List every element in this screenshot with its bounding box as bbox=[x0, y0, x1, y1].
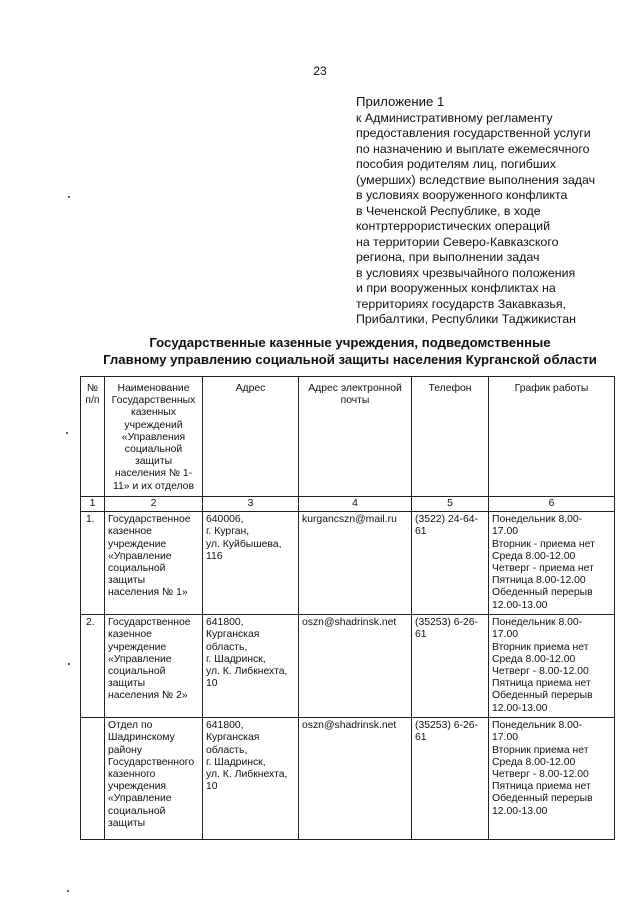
table-row bbox=[81, 615, 615, 718]
appendix-line: в Чеченской Республике, в ходе bbox=[356, 203, 541, 218]
page-number: 23 bbox=[313, 64, 327, 78]
appendix-line: предоставления государственной услуги bbox=[356, 126, 591, 140]
institution-email: oszn@shadrinsk.net bbox=[299, 718, 412, 840]
document-title bbox=[90, 334, 610, 368]
institution-address: 641800, Курганская область, г. Шадринск, ул. К. Либкнехта, 10 bbox=[203, 718, 299, 840]
institution-schedule: Понедельник 8.00- 17.00 Вторник приема нет Среда 8.00-12.00 Четверг - 8.00-12.00 Пятница приема нет Обеденный перерыв 12.00-13.00 bbox=[489, 718, 615, 840]
row-number: 1. bbox=[81, 512, 105, 615]
institution-phone: (35253) 6-26- 61 bbox=[412, 718, 489, 840]
institution-name: Государственное казенное учреждение «Управление социальной защиты населения № 1» bbox=[105, 512, 203, 615]
appendix-line: (умерших) вследствие выполнения задач bbox=[356, 172, 596, 187]
row-number bbox=[81, 718, 105, 840]
column-number-row bbox=[81, 497, 615, 512]
scan-speck bbox=[68, 196, 70, 198]
appendix-line: региона, при выполнении задач bbox=[356, 250, 540, 264]
institution-phone: (35253) 6-26- 61 bbox=[412, 615, 489, 718]
header-email: Адрес электронной почты bbox=[299, 377, 412, 497]
appendix-line: пособия родителям лиц, погибших bbox=[356, 157, 556, 171]
institution-schedule: Понедельник 8.00- 17.00 Вторник приема нет Среда 8.00-12.00 Четверг - 8.00-12.00 Пятница приема нет Обеденный перерыв 12.00-13.00 bbox=[489, 615, 615, 718]
header-phone: Телефон bbox=[412, 377, 489, 497]
appendix-line: Прибалтики, Республики Таджикистан bbox=[356, 312, 576, 326]
appendix-line: контртеррористических операций bbox=[356, 219, 551, 233]
document-title-line: Главному управлению социальной защиты населения Курганской области bbox=[103, 352, 597, 367]
header-schedule: График работы bbox=[489, 377, 615, 497]
header-number: № п/п bbox=[81, 377, 105, 497]
column-number: 6 bbox=[489, 497, 615, 512]
appendix-line: территориях государств Закавказья, bbox=[356, 296, 567, 311]
appendix-line: к Административному регламенту bbox=[356, 110, 553, 125]
appendix-line: по назначению и выплате ежемесячного bbox=[356, 141, 590, 156]
scan-speck bbox=[67, 890, 69, 892]
institution-email: kurgancszn@mail.ru bbox=[299, 512, 412, 615]
scan-speck bbox=[68, 663, 70, 665]
column-number: 5 bbox=[412, 497, 489, 512]
header-address: Адрес bbox=[203, 377, 299, 497]
institution-address: 640006, г. Курган, ул. Куйбышева, 116 bbox=[203, 512, 299, 615]
appendix-line: и при вооруженных конфликтах на bbox=[356, 281, 556, 295]
column-number: 2 bbox=[105, 497, 203, 512]
institution-email: oszn@shadrinsk.net bbox=[299, 615, 412, 718]
header-row bbox=[81, 377, 615, 497]
institution-address: 641800, Курганская область, г. Шадринск, ул. К. Либкнехта, 10 bbox=[203, 615, 299, 718]
institution-name: Отдел по Шадринскому району Государственного казенного учреждения «Управление социальной защиты bbox=[105, 718, 203, 840]
row-number: 2. bbox=[81, 615, 105, 718]
column-number: 4 bbox=[299, 497, 412, 512]
institution-schedule: Понедельник 8.00- 17.00 Вторник - приема нет Среда 8.00-12.00 Четверг - приема нет Пятница 8.00-12.00 Обеденный перерыв 12.00-13.00 bbox=[489, 512, 615, 615]
appendix-line: на территории Северо-Кавказского bbox=[356, 234, 559, 249]
institution-name: Государственное казенное учреждение «Управление социальной защиты населения № 2» bbox=[105, 615, 203, 718]
institutions-table bbox=[80, 376, 615, 840]
document-title-line: Государственные казенные учреждения, подведомственные bbox=[149, 335, 551, 350]
scan-speck bbox=[66, 432, 68, 434]
column-number: 1 bbox=[81, 497, 105, 512]
table-row bbox=[81, 718, 615, 840]
table-row bbox=[81, 512, 615, 615]
appendix-block bbox=[356, 94, 626, 328]
appendix-title: Приложение 1 bbox=[356, 94, 445, 109]
header-name: Наименование Государственных казенных учреждений «Управления социальной защиты населения № 1- 11» и их отделов bbox=[105, 377, 203, 497]
appendix-line: в условиях чрезвычайного положения bbox=[356, 265, 576, 280]
appendix-line: в условиях вооруженного конфликта bbox=[356, 188, 568, 202]
column-number: 3 bbox=[203, 497, 299, 512]
institution-phone: (3522) 24-64- 61 bbox=[412, 512, 489, 615]
